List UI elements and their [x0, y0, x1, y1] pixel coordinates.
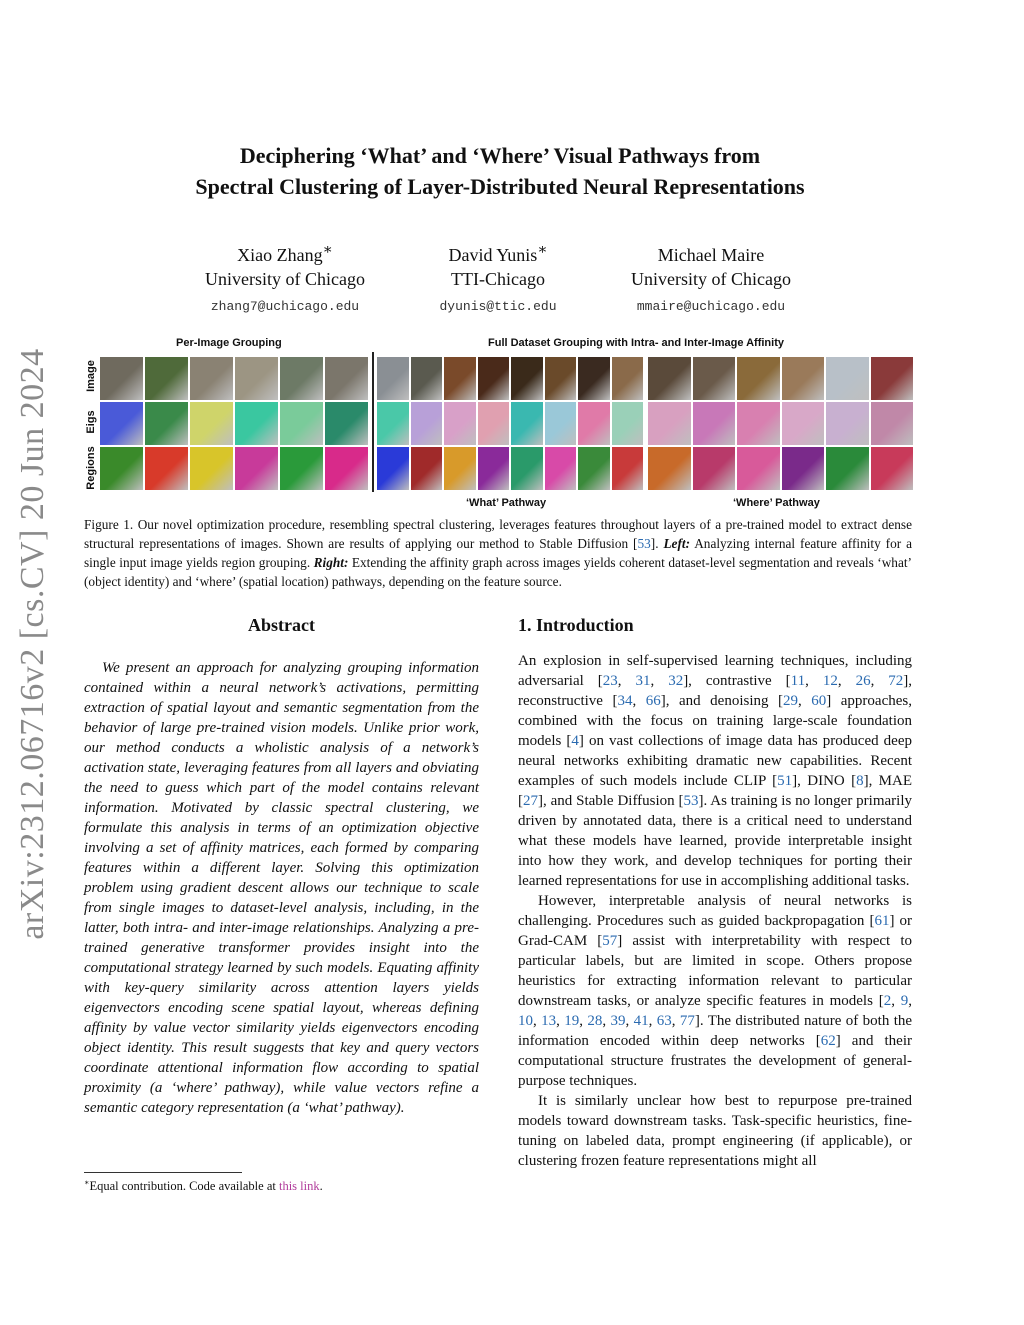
row-label-eigs: Eigs	[85, 410, 97, 434]
citation-link[interactable]: 29	[783, 693, 798, 709]
title-line-1: Deciphering ‘What’ and ‘Where’ Visual Pathways from	[239, 143, 761, 168]
caption-text: ].	[650, 536, 664, 551]
citation-link[interactable]: 23	[602, 673, 618, 689]
figure-tile	[411, 447, 443, 490]
figure-tile	[377, 357, 409, 400]
citation-link[interactable]: 27	[523, 793, 538, 809]
figure-tile	[235, 447, 278, 490]
figure-tile	[280, 447, 323, 490]
figure-tile	[612, 402, 644, 445]
figure-tile	[478, 402, 510, 445]
figure-tile	[693, 402, 736, 445]
footnote-end: .	[319, 1179, 323, 1194]
figure-tile	[444, 447, 476, 490]
citation-link[interactable]: 41	[633, 1013, 649, 1029]
figure-tile	[782, 357, 825, 400]
figure-tile	[871, 447, 914, 490]
where-pathway-label: ‘Where’ Pathway	[733, 497, 820, 509]
caption-label: Figure 1.	[84, 517, 134, 532]
figure-tile	[280, 357, 323, 400]
citation-link[interactable]: 11	[790, 673, 806, 689]
figure-tile	[648, 402, 691, 445]
intro-paragraph: An explosion in self-supervised learning techniques, including adversarial [23, 31, 32], contrastive [11, 12, 26, 72], reconstructive [34, 66], and denoising [29, 60] approaches, combined with the focus on training large-scale foundation models [4] on vast collections of image data has produced deep neural networks exhibiting dramatic new capabilities. Recent examples of such models include CLIP [51], DINO [8], MAE [27], and Stable Diffusion [53]. As training is no longer primarily driven by annotated data, there is a critical need to understand what these models have learned, provide interpretable insight into how they work, and develop techniques for porting their learned representations for use in accomplishing additional tasks.	[518, 653, 913, 889]
figure-tile	[377, 402, 409, 445]
citation-link[interactable]: 13	[541, 1013, 557, 1029]
citation-link[interactable]: 8	[856, 773, 864, 789]
footnote-rule	[84, 1172, 242, 1173]
author-mark: ∗	[537, 242, 548, 258]
figure-tile	[578, 447, 610, 490]
figure-tile	[478, 447, 510, 490]
figure-tile	[511, 447, 543, 490]
caption-text: Our novel optimization procedure, resembling spectral clustering, leverages features throughout layers of a pre-trained model to extract dense structural representations of images. Shown are results of applying our method to Stable Diffusion [	[84, 517, 912, 551]
figure-tile	[511, 402, 543, 445]
figure-tile	[511, 357, 543, 400]
figure-tile	[826, 402, 869, 445]
citation-link[interactable]: 34	[617, 693, 633, 709]
figure-caption	[84, 515, 912, 591]
figure-tile	[145, 402, 188, 445]
author-block-2	[378, 238, 618, 319]
figure-tile	[578, 357, 610, 400]
figure-tile	[235, 402, 278, 445]
caption-right-label: Right:	[313, 555, 349, 570]
author-block-3	[591, 238, 831, 319]
figure-tile	[826, 447, 869, 490]
citation-link[interactable]: 10	[518, 1013, 533, 1029]
where-pathway-grid	[648, 357, 913, 490]
figure-tile	[325, 357, 368, 400]
figure-tile	[871, 402, 914, 445]
figure-tile	[325, 447, 368, 490]
per-image-grid	[100, 357, 368, 490]
figure-tile	[444, 402, 476, 445]
figure-tile	[782, 402, 825, 445]
code-link[interactable]: this link	[278, 1179, 320, 1194]
citation-link[interactable]: 61	[874, 913, 890, 929]
figure-tile	[444, 357, 476, 400]
citation-link[interactable]: 51	[777, 773, 793, 789]
figure-tile	[411, 357, 443, 400]
introduction-body	[518, 651, 912, 1171]
caption-left-label: Left:	[663, 536, 691, 551]
figure-tile	[190, 402, 233, 445]
citation-link[interactable]: 77	[679, 1013, 695, 1029]
citation-link[interactable]: 2	[883, 993, 892, 1009]
figure-tile	[612, 357, 644, 400]
figure-left-title: Per-Image Grouping	[176, 337, 282, 349]
title-line-2: Spectral Clustering of Layer-Distributed Neural Representations	[195, 174, 805, 199]
citation-link[interactable]: 4	[571, 733, 579, 749]
citation-link[interactable]: 66	[645, 693, 661, 709]
figure-right-title: Full Dataset Grouping with Intra- and Inter-Image Affinity	[488, 337, 784, 349]
author-mark: ∗	[322, 242, 333, 258]
figure-tile	[826, 357, 869, 400]
citation-link[interactable]: 53	[683, 793, 699, 809]
paper-title	[0, 140, 1000, 202]
figure-tile	[411, 402, 443, 445]
footnote-text: Equal contribution. Code available at	[89, 1179, 279, 1194]
citation-link[interactable]: 31	[635, 673, 651, 689]
footnote-mark: ∗	[84, 1178, 90, 1187]
figure-tile	[100, 357, 143, 400]
figure-tile	[325, 402, 368, 445]
citation-link[interactable]: 39	[610, 1013, 626, 1029]
figure-divider	[372, 352, 374, 492]
author-email[interactable]: zhang7@uchicago.edu	[210, 299, 360, 314]
author-block-1	[165, 238, 405, 319]
author-name: David Yunis	[448, 245, 538, 265]
citation-link[interactable]: 53	[637, 536, 651, 551]
figure-tile	[377, 447, 409, 490]
figure-tile	[280, 402, 323, 445]
intro-paragraph: However, interpretable analysis of neural networks is challenging. Procedures such as guided backpropagation [61] or Grad-CAM [57] assist with interpretability with respect to particular labels, but are limited in scope. Others propose heuristics for extracting information relevant to particular downstream tasks, or analyze specific features in models [2, 9, 10, 13, 19, 28, 39, 41, 63, 77]. The distributed nature of both the information encoded within deep networks [62] and their computational structure frustrates the development of general-purpose techniques.	[518, 893, 913, 1089]
abstract-heading: Abstract	[248, 615, 315, 635]
author-email[interactable]: dyunis@ttic.edu	[439, 299, 557, 314]
figure-tile	[737, 357, 780, 400]
figure-tile	[545, 357, 577, 400]
figure-tile	[578, 402, 610, 445]
footnote	[84, 1178, 484, 1194]
figure-tile	[737, 447, 780, 490]
figure-tile	[693, 447, 736, 490]
figure-tile	[190, 357, 233, 400]
figure-tile	[693, 357, 736, 400]
what-pathway-grid	[377, 357, 643, 490]
figure-tile	[648, 447, 691, 490]
row-label-regions: Regions	[85, 446, 97, 490]
citation-link[interactable]: 9	[900, 993, 909, 1009]
citation-link[interactable]: 12	[822, 673, 838, 689]
caption-text: Analyzing internal feature affinity for a single input image yields region grouping.	[84, 536, 912, 570]
citation-link[interactable]: 62	[820, 1033, 836, 1049]
citation-link[interactable]: 63	[656, 1013, 672, 1029]
figure-tile	[737, 402, 780, 445]
author-affiliation: University of Chicago	[205, 269, 365, 289]
row-label-image: Image	[85, 360, 97, 392]
figure-tile	[190, 447, 233, 490]
figure-tile	[100, 447, 143, 490]
figure-tile	[545, 402, 577, 445]
author-email[interactable]: mmaire@uchicago.edu	[636, 299, 786, 314]
citation-link[interactable]: 19	[564, 1013, 580, 1029]
figure-tile	[478, 357, 510, 400]
citation-link[interactable]: 72	[888, 673, 904, 689]
figure-tile	[871, 357, 914, 400]
abstract-body: We present an approach for analyzing grouping information contained within a neural network’s activations, permitting extraction of spatial layout and semantic segmentation from the behavior of large pre-trained vision models. Unlike prior work, our method conducts a wholistic analysis of a network’s activation state, leveraging features from all layers and obviating the need to guess which part of the model contains relevant information. Motivated by classic spectral clustering, we formulate this analysis in terms of an optimization objective involving a set of affinity matrices, each formed by comparing features within a different layer. Solving this optimization problem using gradient descent allows our technique to scale from single images to dataset-level analysis, including, in the latter, both intra- and inter-image relationships. Analyzing a pre-trained generative transformer provides insight into the computational strategy learned by such models. Equating affinity with key-query similarity across attention layers yields eigenvectors encoding scene spatial layout, whereas defining affinity by value vector similarity yields eigenvectors encoding object identity. This result suggests that key and query vectors coordinate attentional information flow according to spatial proximity (a ‘where’ pathway), while value vectors refine a semantic category representation (a ‘what’ pathway).	[84, 660, 479, 1116]
figure-tile	[648, 357, 691, 400]
figure-tile	[612, 447, 644, 490]
citation-link[interactable]: 28	[587, 1013, 603, 1029]
arxiv-identifier[interactable]: arXiv:2312.06716v2 [cs.CV] 20 Jun 2024	[14, 348, 51, 940]
citation-link[interactable]: 60	[811, 693, 827, 709]
figure-tile	[145, 447, 188, 490]
figure-tile	[545, 447, 577, 490]
citation-link[interactable]: 32	[668, 673, 684, 689]
intro-paragraph: It is similarly unclear how best to repurpose pre-trained models toward downstream tasks. Task-specific heuristics, fine-tuning on labeled data, prompt engineering (if applicable), or clustering frozen feature representations might all	[518, 1093, 912, 1169]
author-name: Michael Maire	[657, 245, 765, 265]
caption-text: Extending the affinity graph across images yields coherent dataset-level segmentation and reveals ‘what’ (object identity) and ‘where’ (spatial location) pathways, depending on the feature source.	[84, 555, 912, 589]
author-affiliation: University of Chicago	[631, 269, 791, 289]
citation-link[interactable]: 26	[855, 673, 871, 689]
figure-tile	[100, 402, 143, 445]
figure-tile	[782, 447, 825, 490]
introduction-heading: 1. Introduction	[518, 615, 634, 635]
figure-tile	[145, 357, 188, 400]
citation-link[interactable]: 57	[602, 933, 618, 949]
author-affiliation: TTI-Chicago	[451, 269, 545, 289]
what-pathway-label: ‘What’ Pathway	[466, 497, 547, 509]
author-name: Xiao Zhang	[237, 245, 323, 265]
figure-tile	[235, 357, 278, 400]
